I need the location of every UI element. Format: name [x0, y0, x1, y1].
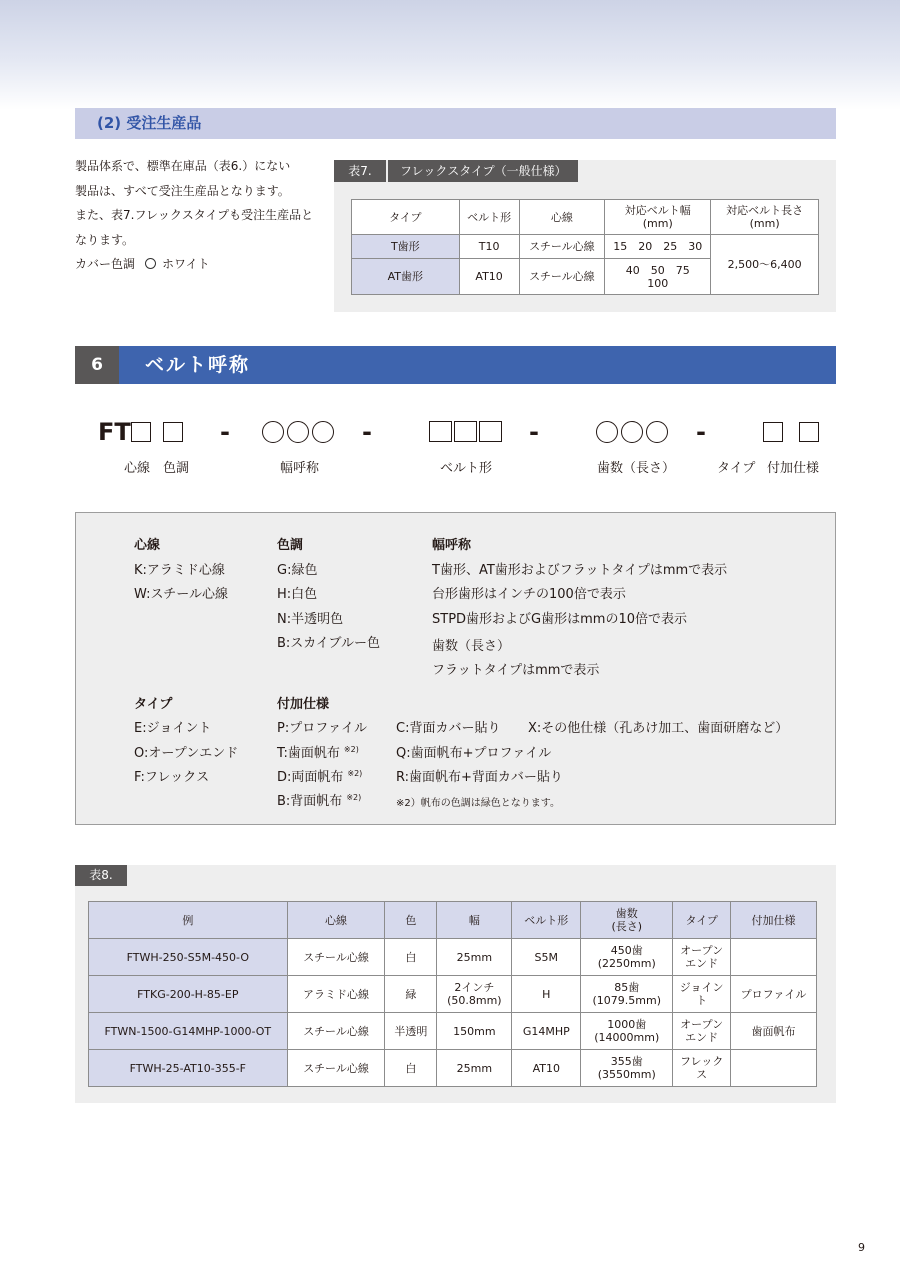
code-dash: -	[696, 418, 706, 446]
cover-color-value: ホワイト	[162, 257, 210, 271]
legend-option-item: C:背面カバー貼り	[396, 721, 501, 736]
legend-option-text: D:両面帆布	[277, 770, 344, 785]
code-prefix: FT	[98, 418, 131, 446]
table8-cell: 450歯 (2250mm)	[581, 939, 673, 976]
teeth-circles	[596, 418, 671, 446]
legend-option-item	[277, 790, 361, 809]
section-6-title: ベルト呼称	[145, 354, 251, 376]
legend-core-item: W:スチール心線	[134, 587, 228, 602]
circle-icon	[287, 421, 309, 443]
square-icon	[799, 422, 819, 442]
legend-color-item: N:半透明色	[277, 612, 344, 627]
table8-header: 付加仕様	[731, 902, 817, 939]
label-width: 幅呼称	[280, 461, 320, 476]
square-icon	[131, 422, 151, 442]
square-icon	[454, 421, 477, 442]
intro-line: なります。	[75, 232, 135, 247]
table8-header: 例	[89, 902, 288, 939]
table7-cell: 40 50 75 100	[605, 259, 711, 295]
square-icon	[479, 421, 502, 442]
legend-width-title: 幅呼称	[432, 538, 472, 553]
table8-header: 心線	[287, 902, 385, 939]
table8-cell: AT10	[512, 1050, 581, 1087]
legend-type-item: E:ジョイント	[134, 721, 212, 736]
note-mark: ※2)	[347, 769, 363, 778]
legend-color-item: H:白色	[277, 587, 318, 602]
cover-color-label: カバー色調	[75, 257, 136, 271]
legend-core-title: 心線	[134, 538, 161, 553]
table7-length-cell: 2,500～6,400	[711, 235, 819, 295]
square-icon	[763, 422, 783, 442]
legend-teeth-item: フラットタイプはmmで表示	[432, 663, 600, 678]
legend-option-text: B:背面帆布	[277, 794, 343, 809]
legend-type-title: タイプ	[134, 697, 173, 712]
table8-cell: プロファイル	[731, 976, 817, 1013]
table8-cell	[731, 939, 817, 976]
legend-option-item: R:歯面帆布+背面カバー貼り	[396, 770, 563, 785]
table8-example: FTWN-1500-G14MHP-1000-OT	[89, 1013, 288, 1050]
table7-cell: スチール心線	[519, 235, 605, 259]
circle-icon	[262, 421, 284, 443]
table7-header-core: 心線	[519, 200, 605, 235]
table8-cell: スチール心線	[287, 1013, 385, 1050]
table7-cell: 15 20 25 30	[605, 235, 711, 259]
table7-tag: 表7.	[334, 160, 386, 182]
table8-header: 歯数 (長さ)	[581, 902, 673, 939]
note-mark: ※2)	[346, 793, 362, 802]
legend-color-item: B:スカイブルー色	[277, 636, 380, 651]
circle-icon	[145, 258, 156, 269]
circle-icon	[596, 421, 618, 443]
label-color: 色調	[163, 461, 190, 476]
table8-example: FTWH-25-AT10-355-F	[89, 1050, 288, 1087]
table8-cell: 緑	[385, 976, 437, 1013]
table7-header-belt: ベルト形	[459, 200, 519, 235]
legend-option-text: T:歯面帆布	[277, 746, 340, 761]
top-gradient-band	[0, 0, 900, 110]
code-dash: -	[220, 418, 230, 446]
table8-header: 色	[385, 902, 437, 939]
legend-teeth-title: 歯数（長さ）	[432, 639, 511, 654]
table8-cell: 歯面帆布	[731, 1013, 817, 1050]
type-option-squares	[763, 418, 819, 446]
intro-line: 製品体系で、標準在庫品（表6.）にない	[75, 159, 291, 173]
label-teeth: 歯数（長さ）	[597, 461, 676, 476]
table8-header: タイプ	[673, 902, 731, 939]
legend-option-item: P:プロファイル	[277, 721, 367, 736]
table8-cell: 白	[385, 939, 437, 976]
table8-cell: スチール心線	[287, 1050, 385, 1087]
table8-tag: 表8.	[75, 865, 127, 886]
table7	[351, 199, 819, 295]
legend-option-item	[277, 742, 359, 761]
page-number: 9	[858, 1241, 865, 1254]
intro-line: また、表7.フレックスタイプも受注生産品と	[75, 208, 314, 222]
table8-example: FTWH-250-S5M-450-O	[89, 939, 288, 976]
table8-cell: 25mm	[437, 939, 512, 976]
table8-header: ベルト形	[512, 902, 581, 939]
table7-cell: T10	[459, 235, 519, 259]
legend-type-item: F:フレックス	[134, 770, 210, 785]
table8-example: FTKG-200-H-85-EP	[89, 976, 288, 1013]
table8-cell: 355歯 (3550mm)	[581, 1050, 673, 1087]
legend-option-title: 付加仕様	[277, 697, 330, 712]
table7-header-width: 対応ベルト幅 (mm)	[605, 200, 711, 235]
table8	[88, 901, 817, 1087]
code-dash: -	[362, 418, 372, 446]
table8-header: 幅	[437, 902, 512, 939]
code-prefix-group	[98, 418, 183, 446]
label-option: 付加仕様	[767, 461, 820, 476]
table8-cell: S5M	[512, 939, 581, 976]
belt-squares	[429, 418, 502, 446]
legend-width-item: 台形歯形はインチの100倍で表示	[432, 587, 626, 602]
label-core: 心線	[124, 461, 151, 476]
table8-cell: 85歯 (1079.5mm)	[581, 976, 673, 1013]
table8-cell: 白	[385, 1050, 437, 1087]
label-belt: ベルト形	[440, 461, 493, 476]
code-dash: -	[529, 418, 539, 446]
table7-title: フレックスタイプ（一般仕様）	[388, 160, 578, 182]
table7-cell: T歯形	[352, 235, 460, 259]
legend-panel	[75, 512, 836, 825]
table8-cell: H	[512, 976, 581, 1013]
circle-icon	[312, 421, 334, 443]
table7-cell: AT10	[459, 259, 519, 295]
legend-color-title: 色調	[277, 538, 304, 553]
table8-cell: ジョイント	[673, 976, 731, 1013]
table7-cell: AT歯形	[352, 259, 460, 295]
table8-cell: フレックス	[673, 1050, 731, 1087]
legend-option-item	[277, 766, 362, 785]
table8-cell: 1000歯 (14000mm)	[581, 1013, 673, 1050]
table8-cell: G14MHP	[512, 1013, 581, 1050]
intro-line: 製品は、すべて受注生産品となります。	[75, 183, 290, 198]
section-2-intro	[75, 154, 325, 277]
table7-cell: スチール心線	[519, 259, 605, 295]
square-icon	[429, 421, 452, 442]
legend-width-item: T歯形、AT歯形およびフラットタイプはmmで表示	[432, 563, 728, 578]
table8-cell: オープン エンド	[673, 939, 731, 976]
circle-icon	[621, 421, 643, 443]
circle-icon	[646, 421, 668, 443]
table8-cell: アラミド心線	[287, 976, 385, 1013]
note-mark: ※2)	[343, 745, 359, 754]
table8-cell: 25mm	[437, 1050, 512, 1087]
table8-cell: 半透明	[385, 1013, 437, 1050]
legend-color-item: G:緑色	[277, 563, 318, 578]
table8-cell	[731, 1050, 817, 1087]
legend-width-item: STPD歯形およびG歯形はmmの10倍で表示	[432, 612, 687, 627]
legend-note: ※2）帆布の色調は緑色となります。	[396, 798, 560, 809]
square-icon	[163, 422, 183, 442]
section-6-number: 6	[75, 346, 119, 384]
table8-cell: スチール心線	[287, 939, 385, 976]
cover-color-line	[75, 252, 325, 277]
table7-header-type: タイプ	[352, 200, 460, 235]
label-type: タイプ	[717, 461, 756, 476]
table8-cell: オープン エンド	[673, 1013, 731, 1050]
width-circles	[262, 418, 337, 446]
legend-option-item: X:その他仕様（孔あけ加工、歯面研磨など）	[528, 721, 789, 736]
legend-option-item: Q:歯面帆布+プロファイル	[396, 746, 552, 761]
table8-cell: 150mm	[437, 1013, 512, 1050]
legend-core-item: K:アラミド心線	[134, 563, 225, 578]
table8-cell: 2インチ (50.8mm)	[437, 976, 512, 1013]
table7-header-length: 対応ベルト長さ (mm)	[711, 200, 819, 235]
legend-type-item: O:オープンエンド	[134, 746, 239, 761]
section-2-header: (2) 受注生産品	[75, 108, 836, 139]
